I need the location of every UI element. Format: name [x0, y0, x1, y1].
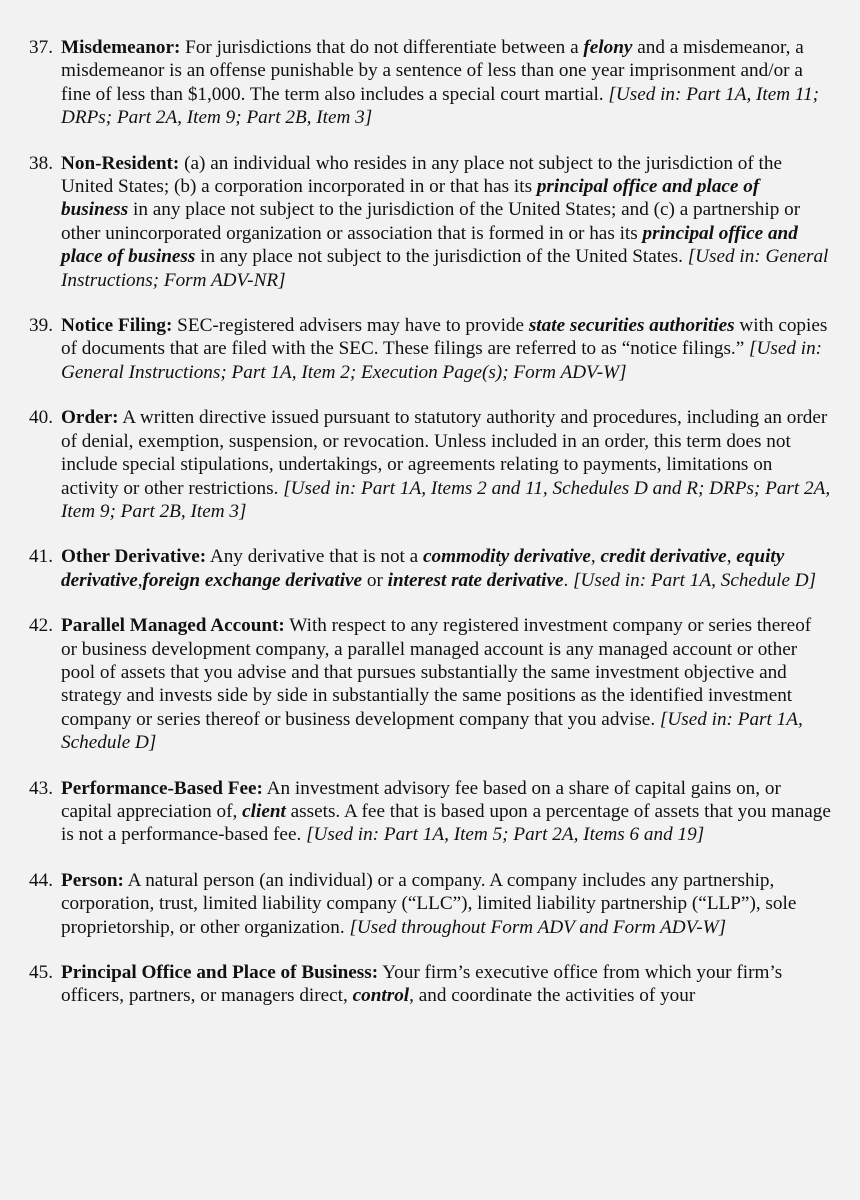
usage-note: [Used in: Part 1A, Schedule D] [61, 708, 803, 754]
definition-text: , and coordinate the activities of your [409, 985, 696, 1007]
entry-text [61, 961, 831, 1008]
entry-text [61, 406, 831, 523]
defined-term: Order: [61, 407, 119, 429]
entry-number: 42. [29, 615, 53, 637]
definition-text: and a misdemeanor, a misdemeanor is an offense punishable by a sentence of less than one year imprisonment and/or a fine of less than $1,000. The term also includes a special court martial. [61, 37, 804, 105]
definition-entry [29, 869, 832, 939]
defined-term: Misdemeanor: [61, 37, 181, 58]
definition-entry [29, 777, 832, 847]
definition-text: An investment advisory fee based on a share of capital gains on, or capital appreciation of, [61, 777, 781, 822]
definition-text: , [137, 569, 143, 591]
defined-term: Parallel Managed Account: [61, 615, 285, 637]
entry-number: 44. [29, 869, 53, 891]
defined-term: Other Derivative: [61, 546, 207, 568]
defined-term: Principal Office and Place of Business: [61, 962, 379, 983]
definition-text: in any place not subject to the jurisdiction of the United States; and (c) a partnership or other unincorporated organization or association that is formed in or has its [61, 199, 801, 244]
entry-text [61, 614, 831, 754]
definition-entry [29, 152, 832, 292]
definition-text: A written directive issued pursuant to statutory authority and procedures, including an order of denial, exemption, suspension, or revocation. Unless included in an order, this term does not include special stipulations, undertakings, or agreements relating to payments, limitations on activity or other restrictions. [61, 407, 828, 499]
defined-term: Notice Filing: [61, 315, 173, 337]
definition-entry [29, 545, 832, 592]
cross-reference-term: equity derivative [61, 546, 785, 591]
entry-text [61, 869, 831, 939]
entry-number: 45. [29, 962, 53, 983]
cross-reference-term: client [242, 800, 286, 822]
entry-text [61, 314, 831, 384]
cross-reference-term: state securities authorities [528, 315, 735, 337]
definition-text: Your firm’s executive office from which your firm’s officers, partners, or managers direct, [61, 962, 783, 1007]
definition-entry [29, 36, 832, 130]
definition-text: . [563, 569, 574, 591]
entry-number: 38. [29, 152, 53, 174]
usage-note: [Used in: General Instructions; Part 1A, Item 2; Execution Page(s); Form ADV-W] [61, 338, 823, 383]
definition-text: with copies of documents that are filed with the SEC. These filings are referred to as “notice filings.” [61, 315, 828, 360]
entry-text [61, 777, 831, 847]
definition-text: , [590, 546, 601, 568]
definition-list [29, 36, 832, 1008]
definition-text: For jurisdictions that do not differentiate between a [180, 37, 584, 58]
cross-reference-term: control [352, 985, 410, 1007]
cross-reference-term: principal office and place of business [61, 222, 798, 268]
definition-entry [29, 314, 832, 384]
defined-term: Performance-Based Fee: [61, 777, 263, 799]
entry-number: 37. [29, 37, 53, 58]
entry-text [61, 545, 831, 592]
cross-reference-term: credit derivative [600, 546, 727, 568]
cross-reference-term: principal office and place of business [61, 176, 760, 221]
definition-entry [29, 406, 832, 523]
usage-note: [Used in: Part 1A, Schedule D] [573, 569, 817, 591]
definition-text: A natural person (an individual) or a company. A company includes any partnership, corporation, trust, limited liability company (“LLC”), limited liability partnership (“LLP”), sole proprietorship, or other organization. [61, 869, 797, 938]
cross-reference-term: commodity derivative [423, 546, 591, 568]
cross-reference-term: foreign exchange derivative [142, 569, 363, 591]
definition-text: With respect to any registered investment company or series thereof or business development company, a parallel managed account is any managed account or other pool of assets that you advise and that pursues substantially the same investment objective and strategy and invests side by side in substantially the same positions as the identified investment company or series thereof or business development company that you advise. [61, 615, 812, 730]
entry-number: 39. [29, 315, 53, 337]
entry-number: 41. [29, 546, 53, 568]
definition-text: in any place not subject to the jurisdiction of the United States. [195, 246, 688, 268]
usage-note: [Used in: General Instructions; Form ADV-NR] [61, 246, 829, 291]
definition-text: assets. A fee that is based upon a percentage of assets that you manage is not a performance-based fee. [61, 800, 831, 846]
defined-term: Non-Resident: [61, 152, 180, 174]
usage-note: [Used in: Part 1A, Item 11; DRPs; Part 2A, Item 9; Part 2B, Item 3] [61, 83, 820, 129]
cross-reference-term: interest rate derivative [387, 569, 564, 591]
defined-term: Person: [61, 869, 124, 891]
definition-text: or [362, 569, 388, 591]
definition-entry [29, 614, 832, 754]
definition-text: Any derivative that is not a [206, 546, 423, 568]
entry-text [61, 36, 831, 130]
usage-note: [Used in: Part 1A, Items 2 and 11, Schedules D and R; DRPs; Part 2A, Item 9; Part 2B, Item 3] [61, 477, 831, 522]
definition-text: (a) an individual who resides in any place not subject to the jurisdiction of the United States; (b) a corporation incorporated in or that has its [61, 152, 782, 198]
entry-text [61, 152, 831, 292]
entry-number: 40. [29, 407, 53, 429]
definition-text: , [726, 546, 737, 568]
usage-note: [Used throughout Form ADV and Form ADV-W] [349, 916, 727, 938]
usage-note: [Used in: Part 1A, Item 5; Part 2A, Items 6 and 19] [306, 824, 705, 846]
definition-entry [29, 961, 832, 1008]
definition-text: SEC-registered advisers may have to provide [172, 315, 529, 337]
cross-reference-term: felony [583, 37, 633, 58]
entry-number: 43. [29, 777, 53, 799]
